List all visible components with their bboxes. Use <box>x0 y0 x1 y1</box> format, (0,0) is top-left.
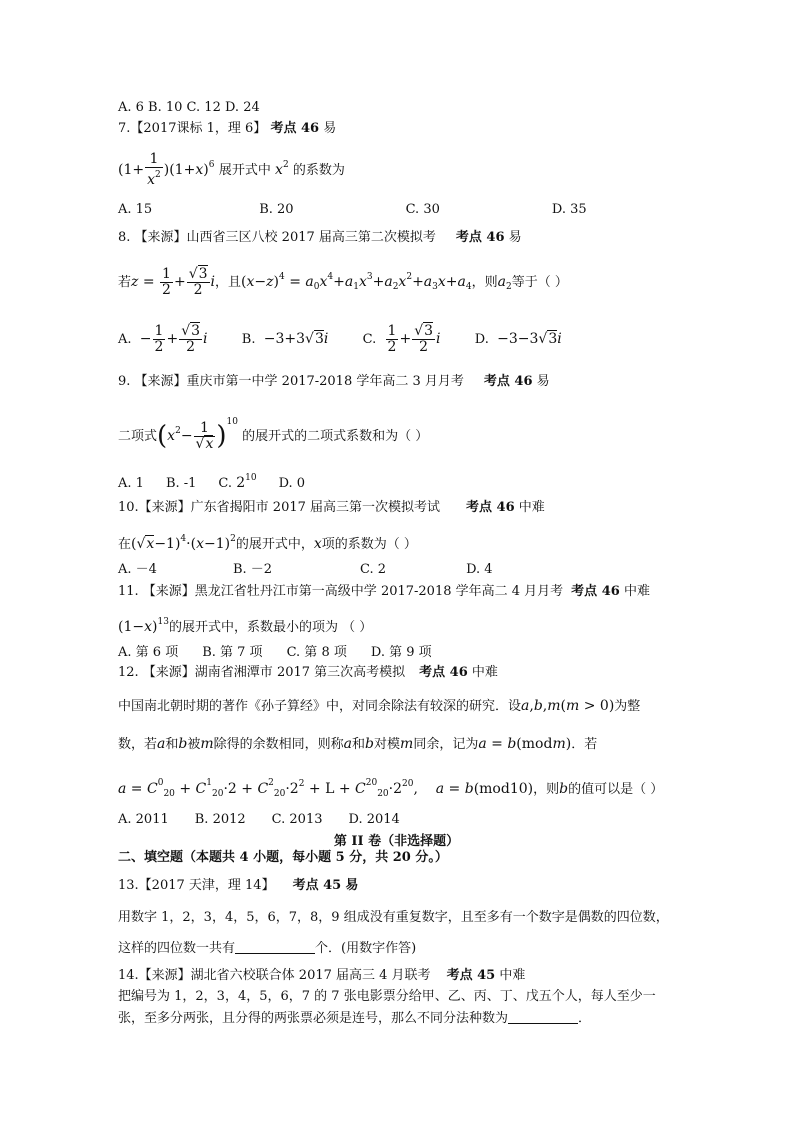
q8-option-c: C. $\frac{1}{2}$ + $\frac{√3}{2}$ i <box>362 322 441 355</box>
section-2-subtitle: 二、填空题（本题共 4 小题，每小题 5 分，共 20 分。） <box>118 850 448 865</box>
q12-var-b2: b <box>365 736 375 752</box>
q12-option-d: D. 2014 <box>348 812 400 827</box>
q12-option-b: B. 2012 <box>194 812 246 827</box>
q11-option-a: A. 第 6 项 <box>118 645 179 660</box>
q13-difficulty: 易 <box>345 878 359 893</box>
q8-end2: 等于（ ） <box>511 275 568 290</box>
q12-paragraph-2 <box>118 732 597 757</box>
q14-source: 14.【来源】湖北省六校联合体 2017 届高三 4 月联考 <box>118 968 431 983</box>
q8-header <box>118 230 522 246</box>
q10-tag: 考点 46 <box>466 500 515 515</box>
q10-difficulty: 中难 <box>518 500 545 515</box>
q9-end: 的展开式的二项式系数和为（ ） <box>242 429 429 444</box>
q9-formula: ($x^2-$ $\frac{1}{√x}$ )$^{10}$ <box>157 417 238 452</box>
q10-x: x <box>313 536 322 552</box>
q12-vars: a,b,m(m > 0) <box>521 698 615 714</box>
q8-option-d: D. −3−3√3i <box>474 331 562 347</box>
q13-p2a: 这样的四位数一共有 <box>118 941 236 956</box>
section-2-title: 第 II 卷（非选择题） <box>333 834 460 849</box>
q10-option-c: C. 2 <box>360 562 387 577</box>
q8-options <box>118 322 562 357</box>
q9-difficulty: 易 <box>536 374 550 389</box>
q7-option-a: A. 15 <box>118 202 153 217</box>
q8-pre: 若 <box>118 275 132 290</box>
q12-var-b3: b <box>559 781 569 797</box>
q9-options <box>118 470 305 492</box>
q11-end: 的展开式中，系数最小的项为 （ ） <box>168 620 373 635</box>
q12-var-m: m <box>200 736 214 752</box>
q13-paragraph-1: 用数字 1，2，3，4，5，6，7，8，9 组成没有重复数字，且至多有一个数字是偶数的四位数， <box>118 910 669 925</box>
q12-p2f: 对模 <box>374 737 401 752</box>
q10-header <box>118 500 545 516</box>
q10-stem <box>118 524 417 560</box>
q11-options <box>118 645 432 661</box>
q8-tag: 考点 46 <box>455 230 505 245</box>
q8-stem <box>118 260 568 304</box>
q9-option-c-value: $2^{10}$ <box>236 473 257 491</box>
q12-p3b: ，则 <box>533 782 560 797</box>
q8-mid: ，且 <box>215 275 242 290</box>
q7-term: $x^2$ <box>275 160 289 178</box>
q9-header <box>118 374 550 390</box>
q14-p2a: 张，至多分两张，且分得的两张票必须是连号，那么不同分法种数为 <box>118 1011 509 1026</box>
q12-p2h: ．若 <box>571 737 598 752</box>
q11-stem <box>118 608 372 642</box>
q12-p2c: 被 <box>187 737 201 752</box>
q13-source: 13.【2017 天津，理 14】 <box>118 878 275 893</box>
q11-source: 11. 【来源】黑龙江省牡丹江市第一高级中学 2017-2018 学年高二 4 月月考 <box>118 584 564 599</box>
q10-end: 的展开式中， <box>235 537 314 552</box>
q8-source: 8. 【来源】山西省三区八校 2017 届高三第二次模拟考 <box>118 230 436 245</box>
q10-pre: 在 <box>118 537 132 552</box>
q9-stem <box>118 400 428 459</box>
q14-header <box>118 968 525 984</box>
q12-options <box>118 812 400 828</box>
q14-paragraph-1: 把编号为 1，2，3，4，5，6，7 的 7 张电影票分给甲、乙、丙、丁、戊五个人，每人至少一 <box>118 989 656 1004</box>
q7-difficulty: 易 <box>323 121 337 136</box>
q13-answer-blank[interactable] <box>235 940 315 954</box>
q9-option-a: A. 1 <box>118 476 144 491</box>
q9-source: 9. 【来源】重庆市第一中学 2017-2018 学年高二 3 月月考 <box>118 374 464 389</box>
q11-option-d: D. 第 9 项 <box>370 645 432 660</box>
q8-option-b: B. −3+3√3i <box>241 331 329 347</box>
q8-formula-expansion: $(x-z)^4 = a_0x^4+a_1x^3+a_2x^2+a_3x+a_4$ <box>241 272 472 292</box>
q9-tag: 考点 46 <box>483 374 533 389</box>
q12-header <box>118 665 498 681</box>
q12-p1a: 中国南北朝时期的著作《孙子算经》中，对同余除法有较深的研究．设 <box>118 699 522 714</box>
q7-stem <box>118 148 345 188</box>
q12-var-a2: a <box>343 736 353 752</box>
q8-a2: $a_2$ <box>497 274 512 292</box>
q7-text2: 的系数为 <box>292 163 345 178</box>
q12-congruence: a = b(modm) <box>478 736 572 752</box>
q8-formula-z: z = $\frac{1}{2}$ + $\frac{√3}{2}$ i <box>131 265 216 298</box>
q10-option-a: A. －4 <box>118 562 157 577</box>
q7-options <box>118 202 587 218</box>
q12-p2b: 和 <box>165 737 179 752</box>
q14-paragraph-2 <box>118 1010 591 1027</box>
q12-source: 12. 【来源】湖南省湘潭市 2017 第三次高考模拟 <box>118 665 406 680</box>
q12-p2a: 数，若 <box>118 737 158 752</box>
q7-tag: 考点 46 <box>270 121 320 136</box>
q7-source: 7.【2017课标 1，理 6】 <box>118 121 267 136</box>
q12-p2g: 同余，记为 <box>413 737 479 752</box>
q12-option-c: C. 2013 <box>271 812 323 827</box>
q8-difficulty: 易 <box>508 230 522 245</box>
q7-formula: (1+ $\frac{1}{x^2}$ )$(1+x)^6$ <box>118 151 215 188</box>
q12-option-a: A. 2011 <box>118 812 169 827</box>
q14-difficulty: 中难 <box>499 968 526 983</box>
q10-end2: 项的系数为（ ） <box>321 537 417 552</box>
q9-option-c: C. <box>218 476 233 491</box>
q13-p2b: 个．(用数字作答) <box>315 941 417 956</box>
q10-source: 10.【来源】广东省揭阳市 2017 届高三第一次模拟考试 <box>118 500 441 515</box>
q10-option-d: D. 4 <box>466 562 493 577</box>
q14-tag: 考点 45 <box>446 968 496 983</box>
q7-option-b: B. 20 <box>259 202 294 217</box>
q9-pre: 二项式 <box>118 429 158 444</box>
q12-var-a: a <box>157 736 166 752</box>
q10-option-b: B. －2 <box>232 562 273 577</box>
q12-difficulty: 中难 <box>471 665 498 680</box>
q12-var-b: b <box>178 736 188 752</box>
q12-p2e: 和 <box>352 737 366 752</box>
q11-option-b: B. 第 7 项 <box>202 645 263 660</box>
q12-tag: 考点 46 <box>419 665 468 680</box>
q13-paragraph-2 <box>118 940 416 957</box>
q11-formula: $(1-x)^{13}$ <box>118 617 169 635</box>
q7-text: 展开式中 <box>218 163 271 178</box>
q12-paragraph-1 <box>118 694 640 719</box>
q12-p3c: 的值可以是（ ） <box>568 782 664 797</box>
q10-formula: $(√x-1)^4\cdot(x-1)^2$ <box>131 534 236 552</box>
q14-answer-blank[interactable] <box>508 1010 578 1024</box>
q12-var-m2: m <box>400 736 414 752</box>
q13-header <box>118 878 358 894</box>
q8-end: ，则 <box>471 275 498 290</box>
q14-p2b: ． <box>578 1011 592 1026</box>
q7-header <box>118 121 336 137</box>
q9-option-d: D. 0 <box>278 476 306 491</box>
q11-difficulty: 中难 <box>623 584 650 599</box>
q12-paragraph-3 <box>118 770 663 808</box>
q11-tag: 考点 46 <box>571 584 620 599</box>
q12-p2d: 除得的余数相同，则称 <box>213 737 344 752</box>
q7-option-c: C. 30 <box>405 202 440 217</box>
q11-header <box>118 584 650 600</box>
q9-option-b: B. -1 <box>165 476 197 491</box>
q12-p1b: 为整 <box>614 699 641 714</box>
q7-option-d: D. 35 <box>551 202 587 217</box>
q6-options: A. 6 B. 10 C. 12 D. 24 <box>118 100 260 115</box>
q10-options <box>118 562 493 578</box>
q13-tag: 考点 45 <box>292 878 342 893</box>
q8-option-a: A. − $\frac{1}{2}$ + $\frac{√3}{2}$ i <box>118 322 208 355</box>
q12-sum-formula: $a = C_{020} + C_{120}\cdot 2 + C_{220}\cdot 2^2 + L + C_{2020}\cdot 2^{20}$, a = b(mod10) <box>118 778 534 799</box>
q11-option-c: C. 第 8 项 <box>286 645 347 660</box>
